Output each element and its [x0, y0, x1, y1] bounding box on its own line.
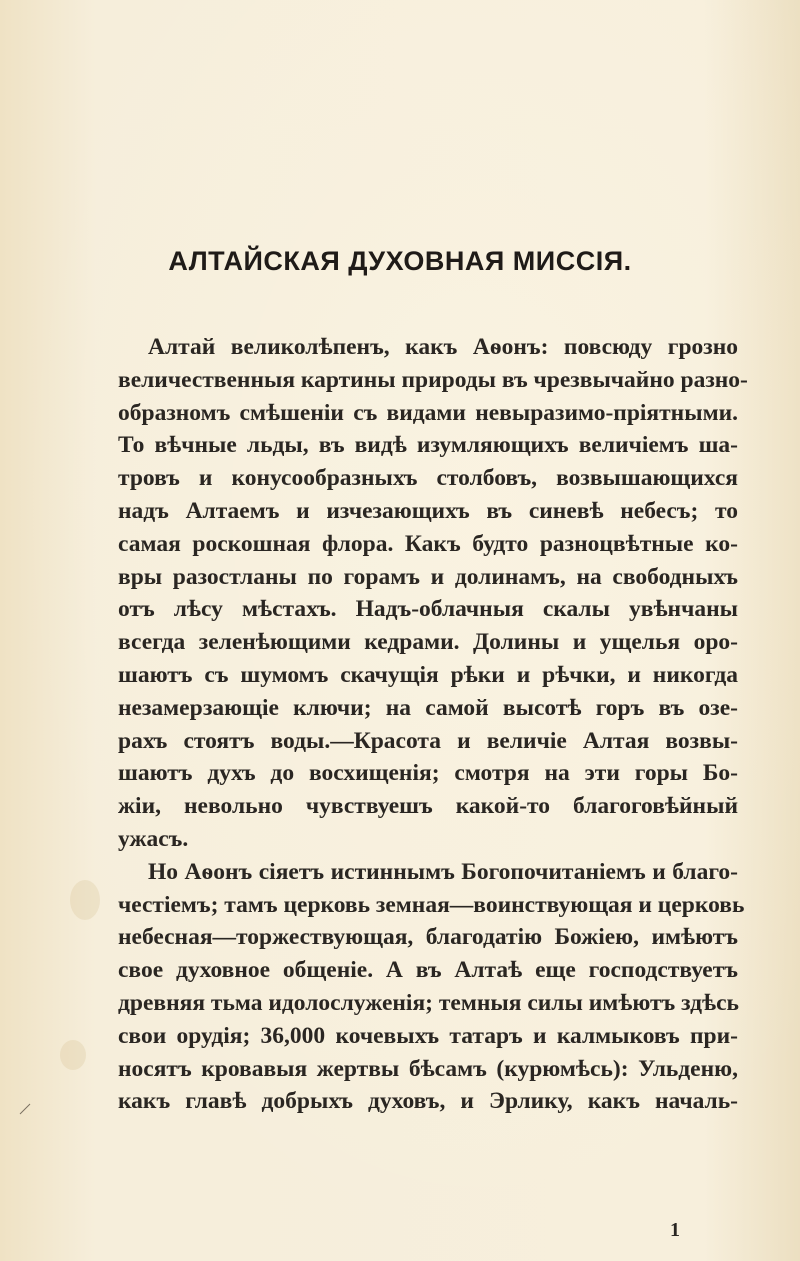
text-line: шаютъ духъ до восхищенія; смотря на эти горы Бо- — [118, 760, 738, 787]
text-line: рахъ стоятъ воды.—Красота и величіе Алтая возвы- — [118, 727, 738, 754]
text-line: жіи, невольно чувствуешъ какой-то благоговѣйный — [118, 793, 738, 820]
text-line: свое духовное общеніе. А въ Алтаѣ еще господствуетъ — [118, 957, 738, 984]
text-line: То вѣчные льды, въ видѣ изумляющихъ величіемъ ша- — [118, 432, 738, 459]
text-line: вры разостланы по горамъ и долинамъ, на свободныхъ — [118, 563, 738, 590]
text-line: носятъ кровавыя жертвы бѣсамъ (курюмѣсь): Ульденю, — [118, 1055, 738, 1082]
text-line: всегда зеленѣющими кедрами. Долины и ущелья оро- — [118, 629, 738, 656]
text-line: честіемъ; тамъ церковь земная—воинствующая и церковь — [118, 891, 745, 918]
paper-stain — [70, 880, 100, 920]
text-line: незамерзающіе ключи; на самой высотѣ горъ въ озе- — [118, 694, 738, 721]
text-line: величественныя картины природы въ чрезвычайно разно- — [118, 366, 748, 393]
text-line: ужасъ. — [118, 825, 189, 852]
text-line: самая роскошная флора. Какъ будто разноцвѣтные ко- — [118, 530, 738, 557]
page-number: 1 — [670, 1219, 680, 1241]
text-line: отъ лѣсу мѣстахъ. Надъ-облачныя скалы увѣнчаны — [118, 596, 738, 623]
text-line: небесная—торжествующая, благодатію Божіею, имѣютъ — [118, 924, 738, 951]
text-line: какъ главѣ добрыхъ духовъ, и Эрлику, какъ началь- — [118, 1088, 738, 1115]
text-line: древняя тьма идолослуженія; темныя силы имѣютъ здѣсь — [118, 989, 739, 1016]
text-line: тровъ и конусообразныхъ столбовъ, возвышающихся — [118, 465, 738, 492]
page-title: АЛТАЙСКАЯ ДУХОВНАЯ МИССІЯ. — [168, 246, 632, 276]
text-line: Алтай великолѣпенъ, какъ Аѳонъ: повсюду грозно — [148, 334, 738, 360]
paper-stain — [60, 1040, 86, 1070]
text-line: Но Аѳонъ сіяетъ истиннымъ Богопочитаніемъ и благо- — [148, 858, 738, 885]
text-line: шаютъ съ шумомъ скачущія рѣки и рѣчки, и никогда — [118, 661, 738, 688]
text-line: свои орудія; 36,000 кочевыхъ татаръ и калмыковъ при- — [118, 1022, 738, 1049]
pencil-mark-icon — [18, 1102, 32, 1116]
body-text — [118, 331, 748, 1118]
text-line: надъ Алтаемъ и изчезающихъ въ синевѣ небесъ; то — [118, 497, 738, 524]
text-line: образномъ смѣшеніи съ видами невыразимо-пріятными. — [118, 399, 738, 426]
